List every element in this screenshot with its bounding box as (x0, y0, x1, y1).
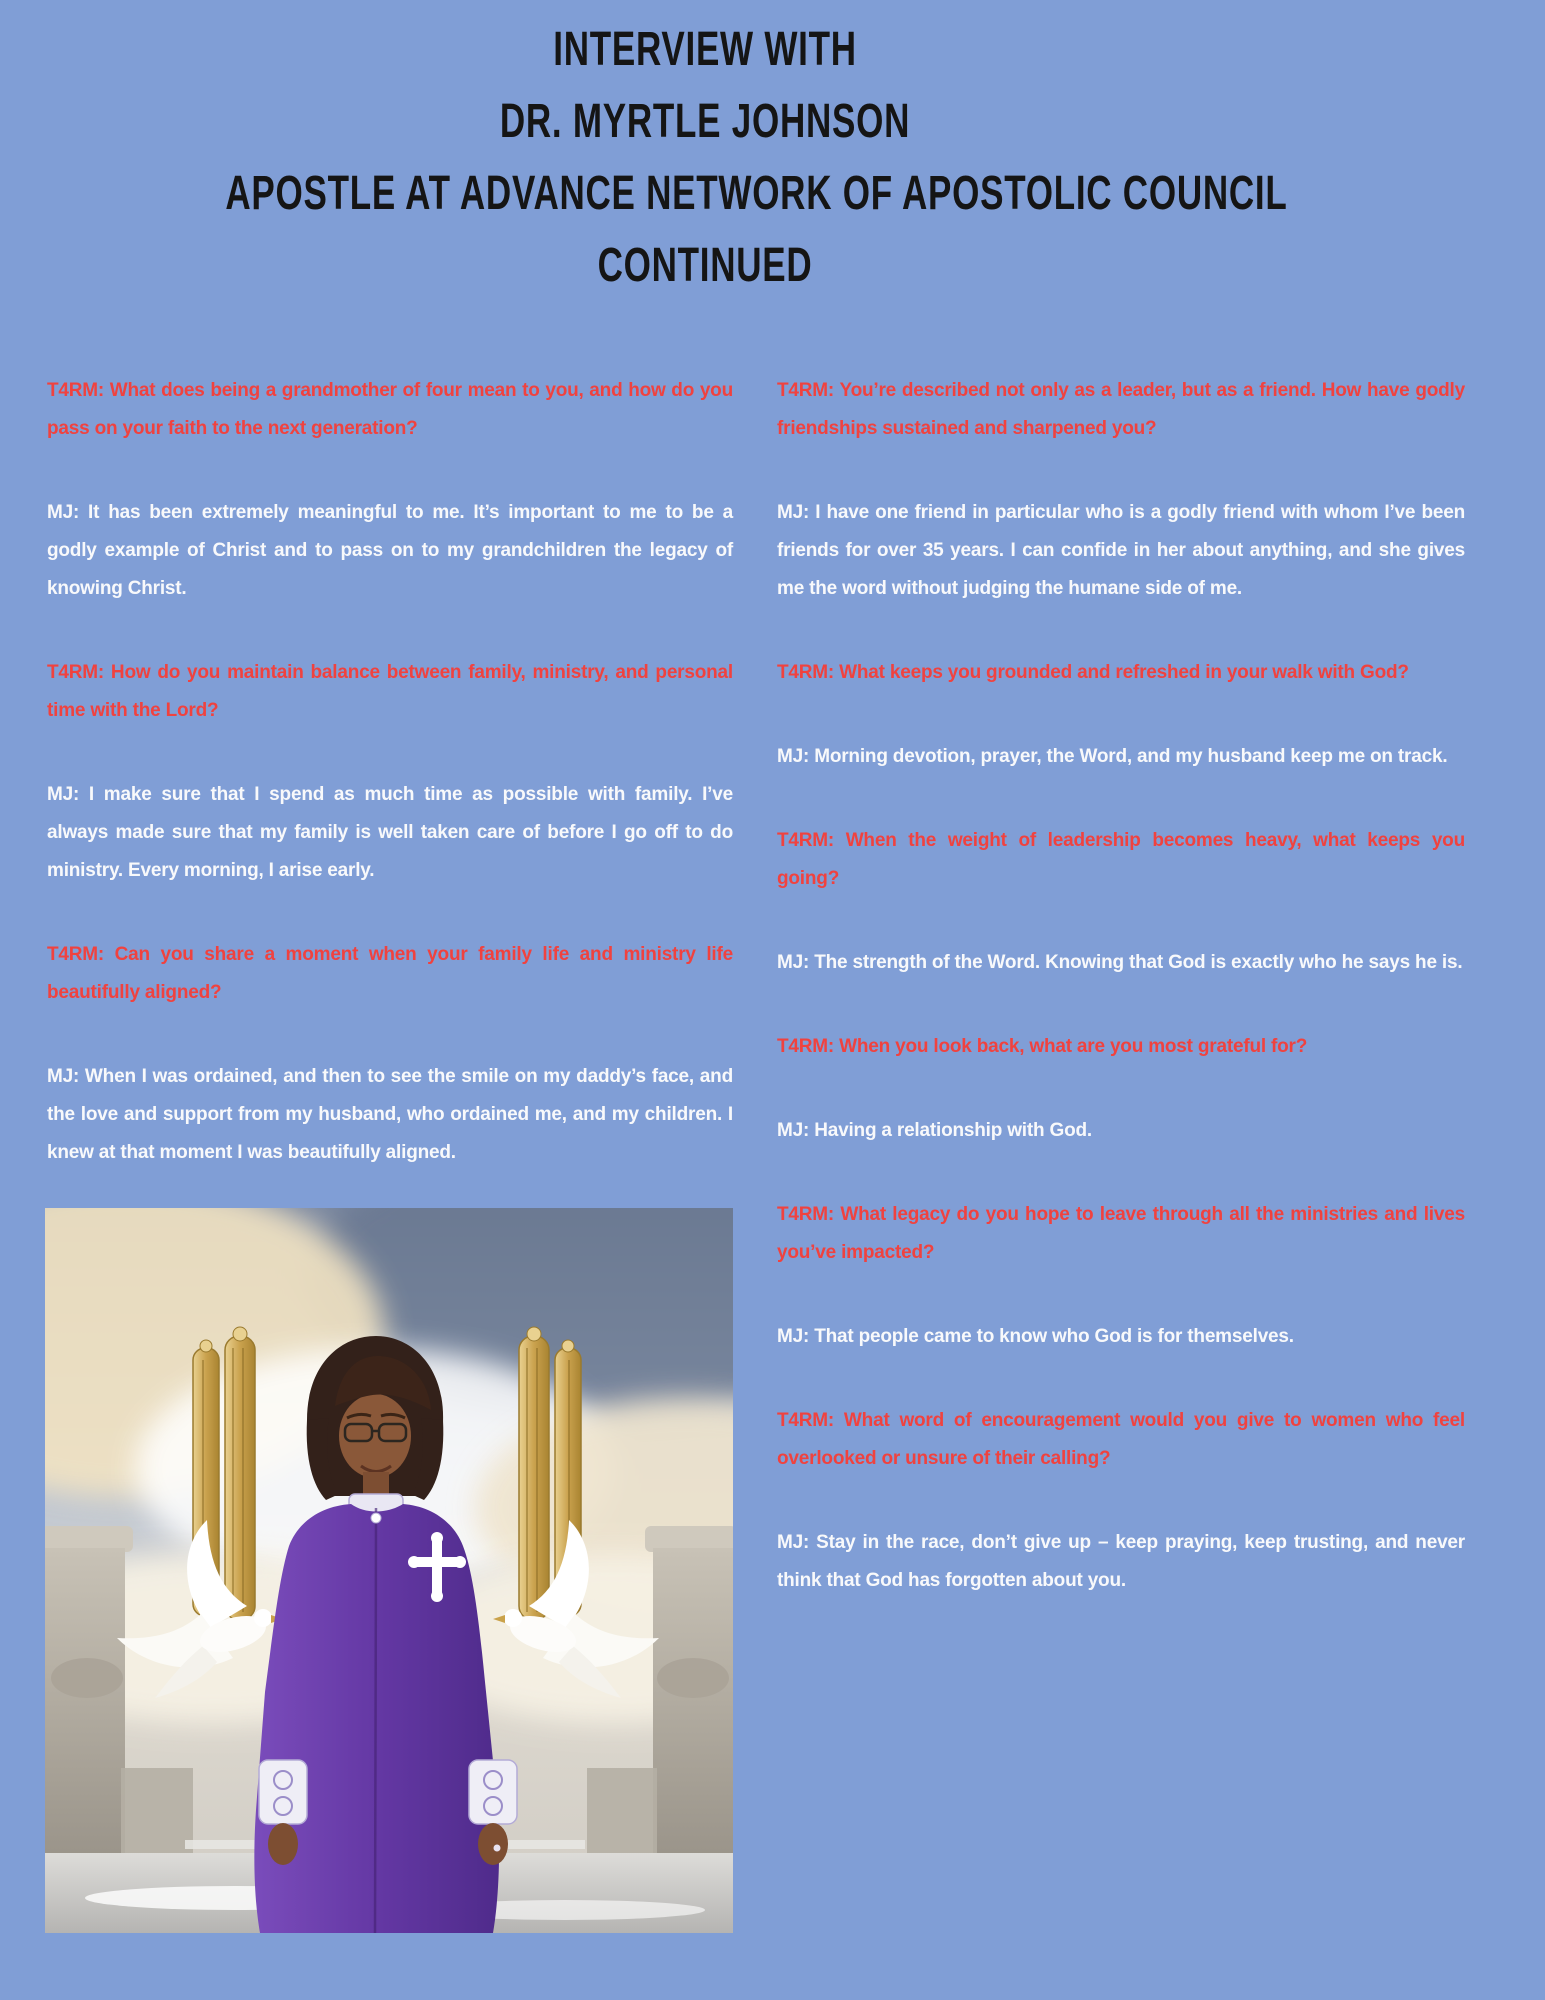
answer-paragraph: MJ: Having a relationship with God. (777, 1120, 1092, 1141)
interview-column-right (777, 372, 1465, 1646)
question-paragraph: T4RM: What keeps you grounded and refreshed in your walk with God? (777, 662, 1409, 683)
face (339, 1394, 411, 1478)
question-paragraph: T4RM: What legacy do you hope to leave through all the ministries and lives you’ve impacted? (777, 1204, 1465, 1263)
answer-paragraph: MJ: I make sure that I spend as much time as possible with family. I’ve always made sure that my family is well taken care of before I go off to do ministry. Every morning, I arise early. (47, 784, 733, 881)
answer-paragraph: MJ: Morning devotion, prayer, the Word, and my husband keep me on track. (777, 746, 1448, 767)
question-paragraph: T4RM: How do you maintain balance between family, ministry, and personal time with the Lord? (47, 662, 733, 721)
title-line-1: INTERVIEW WITH (553, 23, 857, 76)
question-paragraph: T4RM: What word of encouragement would you give to women who feel overlooked or unsure of their calling? (777, 1410, 1465, 1469)
answer-paragraph: MJ: It has been extremely meaningful to me. It’s important to me to be a godly example of Christ and to pass on to my grandchildren the legacy of knowing Christ. (47, 502, 733, 599)
answer-paragraph: MJ: The strength of the Word. Knowing that God is exactly who he says he is. (777, 952, 1463, 973)
page-title (225, 14, 1288, 302)
answer-paragraph: MJ: I have one friend in particular who is a godly friend with whom I’ve been friends for over 35 years. I can confide in her about anything, and she gives me the word without judging the humane side of me. (777, 502, 1465, 599)
answer-paragraph: MJ: Stay in the race, don’t give up – keep praying, keep trusting, and never think that God has forgotten about you. (777, 1532, 1465, 1591)
hand-left (268, 1823, 298, 1865)
robe-center-seam (375, 1508, 376, 1933)
interview-column-left (47, 372, 733, 1218)
question-paragraph: T4RM: Can you share a moment when your family life and ministry life beautifully aligned? (47, 944, 733, 1003)
question-paragraph: T4RM: When the weight of leadership becomes heavy, what keeps you going? (777, 830, 1465, 889)
question-paragraph: T4RM: When you look back, what are you most grateful for? (777, 1036, 1308, 1057)
question-paragraph: T4RM: You’re described not only as a leader, but as a friend. How have godly friendships sustained and sharpened you? (777, 380, 1465, 439)
title-line-3: APOSTLE AT ADVANCE NETWORK OF APOSTOLIC COUNCIL (225, 167, 1288, 220)
heavenly-portrait-illustration (45, 1208, 733, 1933)
heavenly-portrait-photo (45, 1208, 733, 1933)
answer-paragraph: MJ: That people came to know who God is for themselves. (777, 1326, 1294, 1347)
title-line-4: CONTINUED (597, 239, 813, 292)
title-line-2: DR. MYRTLE JOHNSON (499, 95, 911, 148)
hand-right (478, 1823, 508, 1865)
question-paragraph: T4RM: What does being a grandmother of four mean to you, and how do you pass on your faith to the next generation? (47, 380, 733, 439)
ring (494, 1845, 501, 1852)
answer-paragraph: MJ: When I was ordained, and then to see the smile on my daddy’s face, and the love and support from my husband, who ordained me, and my children. I knew at that moment I was beautifully aligned. (47, 1066, 733, 1163)
collar-button (371, 1513, 381, 1523)
